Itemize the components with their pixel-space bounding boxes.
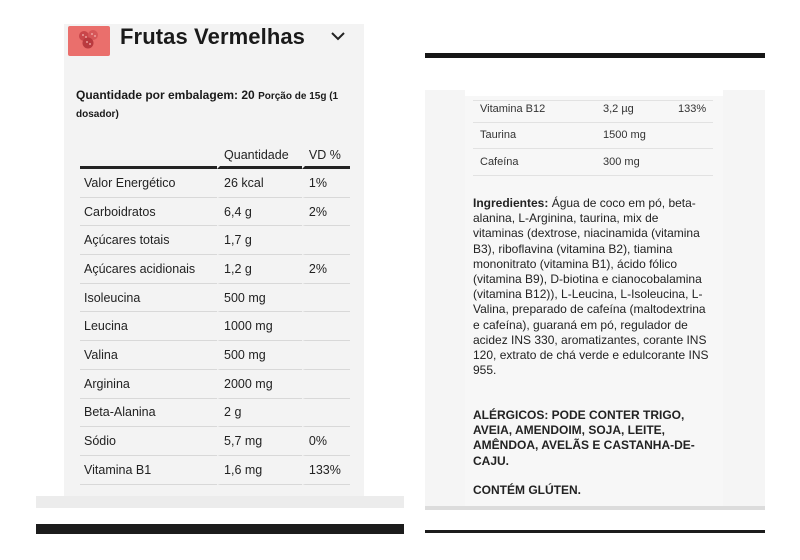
nutrient-amount: 2 g (217, 399, 302, 428)
ingredients-text (473, 196, 711, 378)
nutrient-dv (671, 122, 713, 149)
nutrient-amount: 5,7 mg (217, 427, 302, 456)
ingredients-label: Ingredientes: (473, 196, 549, 210)
nutrition-table-header (80, 144, 350, 169)
panel-bottom-bar (36, 524, 404, 534)
nutrient-dv (302, 341, 350, 370)
nutrient-name: Açúcares acidionais (80, 255, 217, 284)
nutrition-panel-right (465, 96, 723, 506)
nutrient-amount: 1500 mg (596, 122, 671, 149)
nutrient-amount: 3,2 µg (596, 96, 671, 122)
table-row (80, 255, 350, 284)
panel-bottom-bar-right (425, 530, 765, 533)
nutrient-dv: 2% (302, 255, 350, 284)
nutrient-name: Valina (80, 341, 217, 370)
flavor-title: Frutas Vermelhas (120, 24, 306, 49)
serving-info (76, 87, 356, 123)
nutrient-dv (302, 284, 350, 313)
table-row (80, 198, 350, 227)
nutrient-name: Isoleucina (80, 284, 217, 313)
panel-bottom-line (425, 506, 765, 510)
nutrient-amount: 1,6 mg (217, 456, 302, 485)
header-quantity: Quantidade (217, 144, 302, 169)
nutrient-name: Açúcares totais (80, 226, 217, 255)
nutrient-dv (302, 312, 350, 341)
chevron-down-icon[interactable] (330, 30, 346, 42)
header-nutrient (80, 144, 217, 169)
nutrient-amount: 500 mg (217, 284, 302, 313)
nutrient-dv: 1% (302, 169, 350, 198)
table-row (80, 427, 350, 456)
nutrient-name: Vitamina B12 (473, 96, 596, 122)
table-row (80, 456, 350, 485)
nutrient-amount: 1,2 g (217, 255, 302, 284)
panel-bottom-strip (36, 496, 404, 508)
nutrient-dv: 0% (302, 427, 350, 456)
panel-side-strip-left (425, 90, 465, 506)
table-row (80, 312, 350, 341)
nutrient-amount: 6,4 g (217, 198, 302, 227)
nutrient-dv: 133% (302, 456, 350, 485)
nutrient-amount: 1,7 g (217, 226, 302, 255)
serving-label: Quantidade por embalagem: 20 (76, 88, 255, 102)
panel-side-strip-right (723, 90, 765, 506)
allergens-warning: ALÉRGICOS: PODE CONTER TRIGO, AVEIA, AMENDOIM, SOJA, LEITE, AMÊNDOA, AVELÃS E CASTANHA-DE-CAJU. (473, 408, 695, 468)
nutrition-panel-left (64, 24, 364, 496)
nutrient-name: Valor Energético (80, 169, 217, 198)
table-row (473, 122, 713, 149)
nutrient-name: Carboidratos (80, 198, 217, 227)
table-row (80, 169, 350, 198)
nutrient-dv (302, 370, 350, 399)
nutrient-name: Vitamina B1 (80, 456, 217, 485)
table-row (80, 370, 350, 399)
nutrient-amount: 500 mg (217, 341, 302, 370)
table-row (80, 226, 350, 255)
table-row (473, 96, 713, 122)
table-row (80, 341, 350, 370)
nutrient-name: Leucina (80, 312, 217, 341)
nutrient-name: Beta-Alanina (80, 399, 217, 428)
table-row (80, 399, 350, 428)
nutrient-dv (302, 226, 350, 255)
nutrient-amount: 1000 mg (217, 312, 302, 341)
nutrition-table-continued (473, 96, 713, 176)
flavor-selector[interactable] (64, 24, 364, 62)
panel-top-bar (425, 53, 765, 58)
nutrient-amount: 300 mg (596, 149, 671, 176)
ingredients-list: Água de coco em pó, beta-alanina, L-Arginina, taurina, mix de vitaminas (dextrose, niacinamida (vitamina B3), riboflavina (vitamina B2), tiamina mononitrato (vitamina B1), ácido fólico (vitamina B9), D-biotina e cianocobalamina (vitamina B12)), L-Leucina, L-Isoleucina, L-Valina, preparado de cafeína (maltodextrina e cafeína), guaraná em pó, regulador de acidez INS 330, aromatizantes, corante INS 120, extrato de chá verde e edulcorante INS 955. (473, 196, 709, 378)
berries-icon (76, 27, 102, 53)
header-dv: VD % (302, 144, 350, 169)
nutrient-name: Arginina (80, 370, 217, 399)
nutrient-dv: 2% (302, 198, 350, 227)
table-row (80, 284, 350, 313)
nutrient-name: Sódio (80, 427, 217, 456)
nutrient-dv: 133% (671, 96, 713, 122)
nutrient-dv (671, 149, 713, 176)
nutrition-table (80, 144, 350, 485)
nutrient-name: Cafeína (473, 149, 596, 176)
flavor-thumbnail (68, 26, 110, 56)
table-row (473, 149, 713, 176)
nutrient-amount: 2000 mg (217, 370, 302, 399)
gluten-warning: CONTÉM GLÚTEN. (473, 483, 581, 497)
portion-label: Porção de 15g (1 dosador) (76, 91, 339, 120)
nutrient-dv (302, 399, 350, 428)
nutrient-name: Taurina (473, 122, 596, 149)
nutrient-amount: 26 kcal (217, 169, 302, 198)
